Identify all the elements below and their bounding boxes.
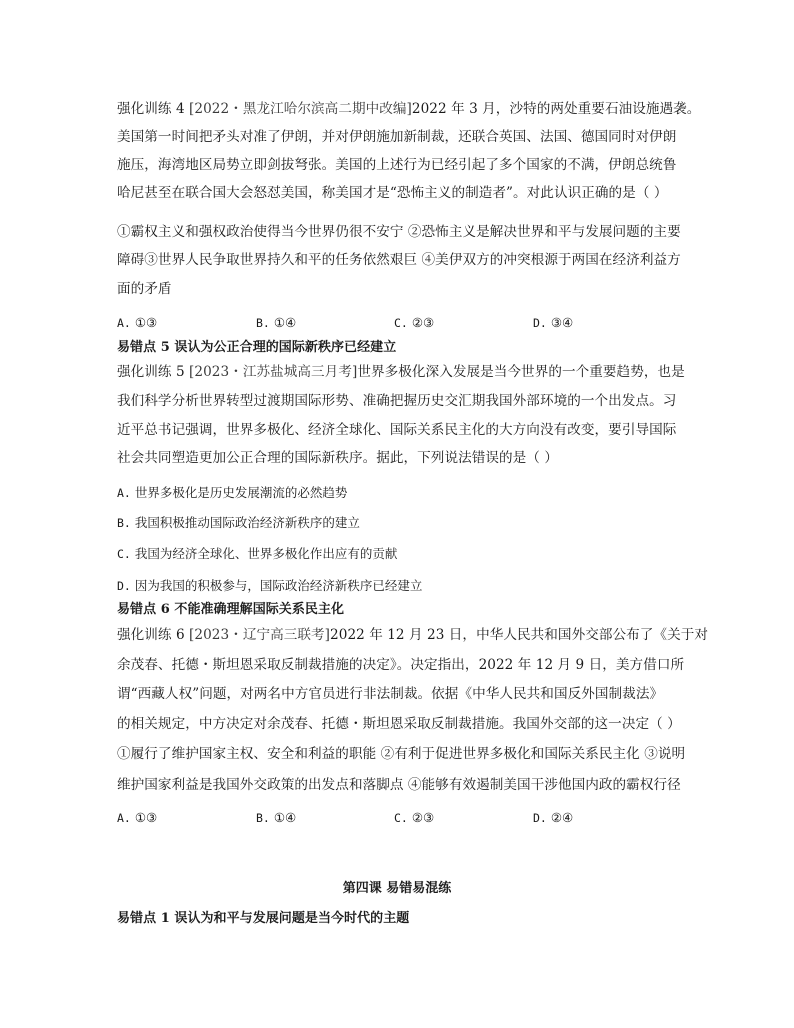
error-point-1-heading: 易错点 1 误认为和平与发展问题是当今时代的主题	[117, 911, 410, 926]
q6-line-2: 谓“西藏人权”问题，对两名中方官员进行非法制裁。依据《中华人民共和国反外国制裁法》	[117, 686, 664, 702]
q4-option-c: C. ②③	[394, 315, 435, 330]
q6-label: 强化训练 6	[117, 627, 185, 643]
q5-option-c: C. 我国为经济全球化、世界多极化作出应有的贡献	[117, 546, 398, 561]
q5-option-a: A. 世界多极化是历史发展潮流的必然趋势	[117, 485, 348, 500]
q4-option-a: A. ①③	[117, 315, 158, 330]
q5-line-0	[117, 362, 685, 382]
q6-line-0	[117, 625, 709, 645]
q4-line-0	[117, 99, 701, 119]
q6-line-4: ①履行了维护国家主权、安全和利益的职能 ②有利于促进世界多极化和国际关系民主化 ③说明	[117, 746, 686, 762]
q6-option-b: B. ①④	[256, 810, 297, 825]
q5-label: 强化训练 5	[117, 364, 185, 380]
q6-line-3: 的相关规定，中方决定对余茂春、托德・斯坦恩采取反制裁措施。我国外交部的这一决定（ ）	[117, 716, 681, 732]
q4-source: [2022・黑龙江哈尔滨高二期中改编]	[189, 101, 412, 117]
q6-option-d: D. ②④	[533, 810, 574, 825]
q6-line-1: 余茂春、托德・斯坦恩采取反制裁措施的决定》。决定指出，2022 年 12 月 9 日，美方借口所	[117, 657, 685, 673]
q4-line-5: 障碍③世界人民争取世界持久和平的任务依然艰巨 ④美伊双方的冲突根源于两国在经济利益方	[117, 252, 681, 268]
q4-line-6: 面的矛盾	[117, 281, 172, 297]
q6-option-c: C. ②③	[394, 810, 435, 825]
q6-text-0: 2022 年 12 月 23 日，中华人民共和国外交部公布了《关于对	[330, 627, 709, 643]
q4-option-d: D. ③④	[533, 315, 574, 330]
q5-source: [2023・江苏盐城高三月考]	[189, 364, 358, 380]
q5-line-2: 近平总书记强调，世界多极化、经济全球化、国际关系民主化的大方向没有改变，要引导国际	[117, 422, 677, 438]
error-point-6-heading: 易错点 6 不能准确理解国际关系民主化	[117, 602, 345, 617]
q5-line-3: 社会共同塑造更加公正合理的国际新秩序。据此，下列说法错误的是（ ）	[117, 450, 558, 466]
section-title: 第四课 易错易混练	[342, 881, 452, 896]
q6-line-5: 维护国家利益是我国外交政策的出发点和落脚点 ④能够有效遏制美国干涉他国内政的霸权行径	[117, 777, 681, 793]
q4-line-3: 哈尼甚至在联合国大会怒怼美国，称美国才是“恐怖主义的制造者”。对此认识正确的是（ ）	[117, 185, 668, 201]
q5-option-b: B. 我国积极推动国际政治经济新秩序的建立	[117, 515, 360, 530]
q4-line-1: 美国第一时间把矛头对准了伊朗，并对伊朗施加新制裁，还联合英国、法国、德国同时对伊朗	[117, 129, 677, 145]
q5-line-1: 我们科学分析世界转型过渡期国际形势、准确把握历史交汇期我国外部环境的一个出发点。习	[117, 393, 677, 409]
q5-text-0: 世界多极化深入发展是当今世界的一个重要趋势，也是	[357, 364, 685, 380]
q4-line-4: ①霸权主义和强权政治使得当今世界仍很不安宁 ②恐怖主义是解决世界和平与发展问题的主要	[117, 224, 681, 240]
q6-source: [2023・辽宁高三联考]	[189, 627, 331, 643]
error-point-5-heading: 易错点 5 误认为公正合理的国际新秩序已经建立	[117, 340, 397, 355]
q4-text-0: 2022 年 3 月，沙特的两处重要石油设施遇袭。	[411, 101, 701, 117]
q4-line-2: 施压，海湾地区局势立即剑拔弩张。美国的上述行为已经引起了多个国家的不满，伊朗总统鲁	[117, 157, 677, 173]
q5-option-d: D. 因为我国的积极参与，国际政治经济新秩序已经建立	[117, 578, 423, 593]
q6-option-a: A. ①③	[117, 810, 158, 825]
q4-option-b: B. ①④	[256, 315, 297, 330]
q4-label: 强化训练 4	[117, 101, 185, 117]
